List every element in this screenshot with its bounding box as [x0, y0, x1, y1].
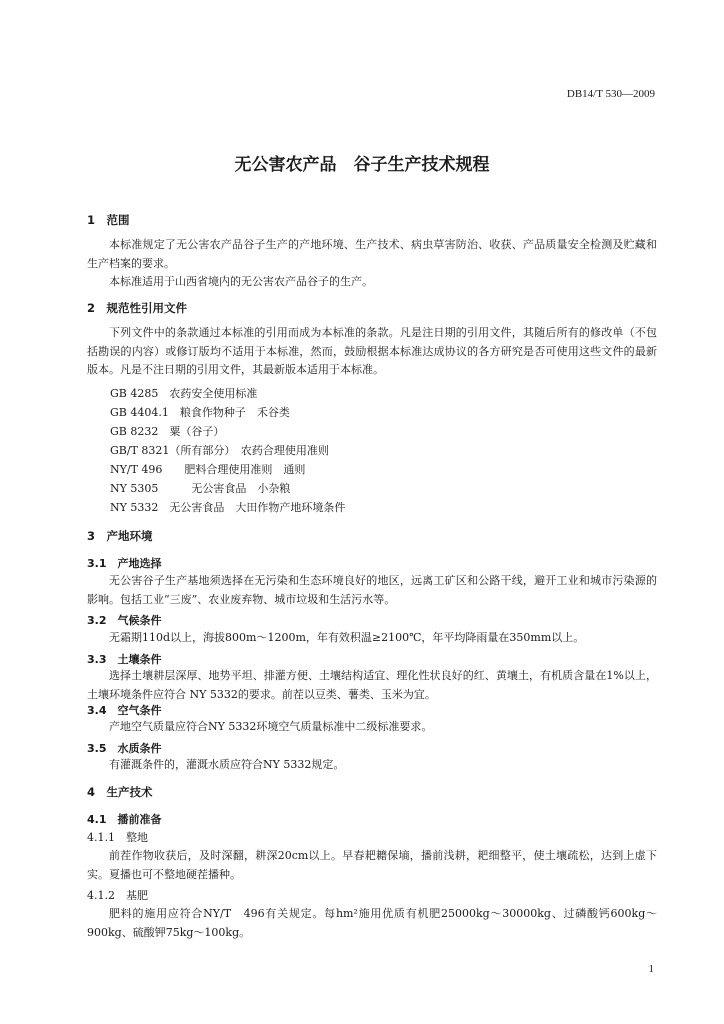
section-3-2-text: 无霜期110d以上，海拔800m～1200m，年有效积温≥2100℃，年平均降雨量在350mm以上。 — [109, 631, 585, 644]
section-3-4-text: 产地空气质量应符合NY 5332环境空气质量标准中二级标准要求。 — [109, 720, 433, 733]
reference-item: GB 8232 粟（谷子） — [110, 425, 225, 438]
section-4-1-1-heading: 4.1.1 整地 — [87, 831, 148, 844]
reference-item: NY/T 496 肥料合理使用准则 通则 — [110, 463, 306, 476]
section-1-paragraph-2: 本标准适用于山西省境内的无公害农产品谷子的生产。 — [109, 275, 373, 288]
reference-item: NY 5332 无公害食品 大田作物产地环境条件 — [110, 501, 346, 514]
reference-item: NY 5305 无公害食品 小杂粮 — [110, 482, 291, 495]
section-3-3-heading: 3.3 土壤条件 — [87, 653, 162, 666]
section-3-3-text: 选择土壤耕层深厚、地势平坦、排灌方便、土壤结构适宜、理化性状良好的红、黄壤土，有机质含量在1%以上，土壤环境条件应符合 NY 5332的要求。前茬以豆类、薯类、玉米为宜。 — [87, 669, 657, 701]
section-3-5-heading: 3.5 水质条件 — [87, 742, 162, 755]
section-4-heading: 4 生产技术 — [87, 785, 153, 799]
reference-item: GB 4285 农药安全使用标准 — [110, 387, 258, 400]
section-4-1-heading: 4.1 播前准备 — [87, 813, 162, 826]
section-3-heading: 3 产地环境 — [87, 529, 153, 543]
section-4-1-2-text: 肥料的施用应符合NY/T 496有关规定。每hm²施用优质有机肥25000kg～30000kg、过磷酸钙600kg～900kg、硫酸钾75kg～100kg。 — [87, 907, 657, 939]
page-number: 1 — [648, 963, 654, 975]
section-3-1-text: 无公害谷子生产基地须选择在无污染和生态环境良好的地区，远离工矿区和公路干线，避开工业和城市污染源的影响。包括工业“三废”、农业废弃物、城市垃圾和生活污水等。 — [87, 574, 657, 606]
section-4-1-1-text: 前茬作物收获后，及时深翻，耕深20cm以上。早春耙耱保墒，播前浅耕，耙细整平，使土壤疏松，达到上虚下实。夏播也可不整地硬茬播种。 — [87, 849, 657, 881]
section-3-5-text: 有灌溉条件的，灌溉水质应符合NY 5332规定。 — [109, 758, 345, 771]
section-2-paragraph: 下列文件中的条款通过本标准的引用而成为本标准的条款。凡是注日期的引用文件，其随后所有的修改单（不包括勘误的内容）或修订版均不适用于本标准，然而，鼓励根据本标准达成协议的各方研究是否可使用这些文件的最新版本。凡是不注日期的引用文件，其最新版本适用于本标准。 — [87, 326, 657, 376]
section-3-2-heading: 3.2 气候条件 — [87, 614, 162, 627]
standard-code: DB14/T 530—2009 — [566, 88, 655, 100]
section-4-1-2-heading: 4.1.2 基肥 — [87, 889, 148, 902]
reference-item: GB 4404.1 粮食作物种子 禾谷类 — [110, 406, 290, 419]
section-3-4-heading: 3.4 空气条件 — [87, 704, 162, 717]
section-2-heading: 2 规范性引用文件 — [87, 301, 188, 315]
section-1-heading: 1 范围 — [87, 213, 130, 227]
document-title: 无公害农产品 谷子生产技术规程 — [234, 155, 490, 175]
section-1-paragraph-1: 本标准规定了无公害农产品谷子生产的产地环境、生产技术、病虫草害防治、收获、产品质量安全检测及贮藏和生产档案的要求。 — [87, 238, 657, 270]
reference-item: GB/T 8321（所有部分） 农药合理使用准则 — [110, 444, 329, 457]
section-3-1-heading: 3.1 产地选择 — [87, 557, 162, 570]
